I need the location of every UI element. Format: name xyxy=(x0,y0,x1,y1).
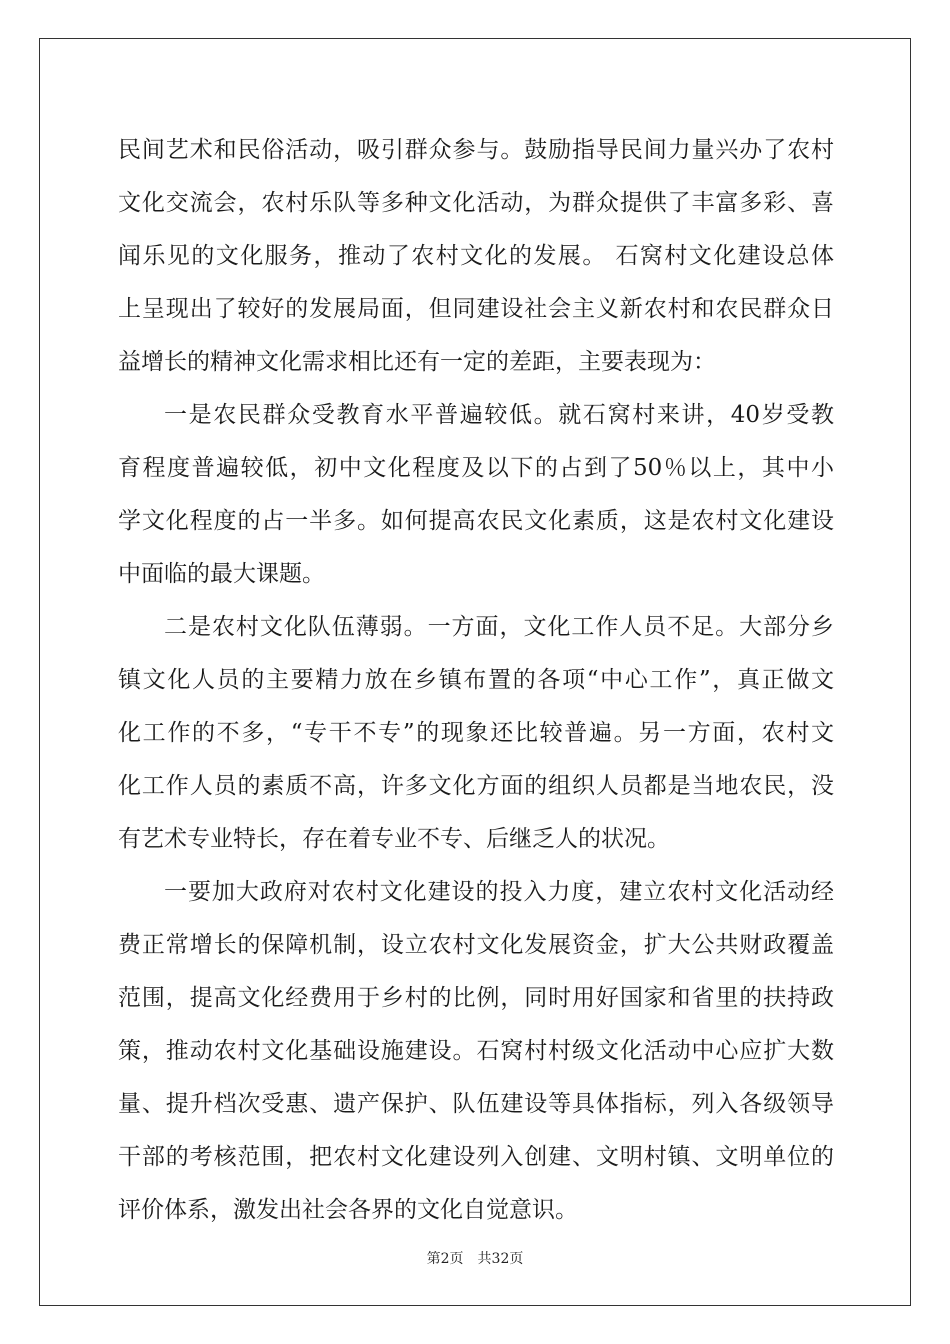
text-line: 镇文化人员的主要精力放在乡镇布置的各项“中心工作”，真正做文 xyxy=(118,667,834,693)
text-line: 费正常增长的保障机制，设立农村文化发展资金，扩大公共财政覆盖 xyxy=(118,932,834,958)
text-line: 策，推动农村文化基础设施建设。石窝村村级文化活动中心应扩大数 xyxy=(118,1038,834,1064)
text-line: 育程度普遍较低，初中文化程度及以下的占到了50％以上，其中小 xyxy=(118,455,834,481)
page-number: 第2页 xyxy=(426,1251,464,1267)
text-line: 学文化程度的占一半多。如何提高农民文化素质，这是农村文化建设 xyxy=(118,508,834,534)
text-line: 评价体系，激发出社会各界的文化自觉意识。 xyxy=(118,1197,578,1223)
document-body xyxy=(118,124,834,1237)
text-line: 一是农民群众受教育水平普遍较低。就石窝村来讲，40岁受教 xyxy=(164,402,834,428)
text-line: 有艺术专业特长，存在着专业不专、后继乏人的状况。 xyxy=(118,826,670,852)
text-line: 闻乐见的文化服务，推动了农村文化的发展。 石窝村文化建设总体 xyxy=(118,243,834,269)
text-line: 化工作人员的素质不高，许多文化方面的组织人员都是当地农民，没 xyxy=(118,773,834,799)
page-footer xyxy=(0,1248,950,1268)
text-line: 一要加大政府对农村文化建设的投入力度，建立农村文化活动经 xyxy=(164,879,834,905)
text-line: 二是农村文化队伍薄弱。一方面，文化工作人员不足。大部分乡 xyxy=(164,614,834,640)
text-line: 范围，提高文化经费用于乡村的比例，同时用好国家和省里的扶持政 xyxy=(118,985,834,1011)
text-line: 上呈现出了较好的发展局面，但同建设社会主义新农村和农民群众日 xyxy=(118,296,834,322)
text-line: 干部的考核范围，把农村文化建设列入创建、文明村镇、文明单位的 xyxy=(118,1144,834,1170)
text-line: 量、提升档次受惠、遗产保护、队伍建设等具体指标，列入各级领导 xyxy=(118,1091,834,1117)
text-line: 文化交流会，农村乐队等多种文化活动，为群众提供了丰富多彩、喜 xyxy=(118,190,834,216)
text-line: 益增长的精神文化需求相比还有一定的差距，主要表现为： xyxy=(118,349,716,375)
text-line: 民间艺术和民俗活动，吸引群众参与。鼓励指导民间力量兴办了农村 xyxy=(118,137,834,163)
text-line: 化工作的不多，“专干不专”的现象还比较普遍。另一方面，农村文 xyxy=(118,720,834,746)
page-total: 共32页 xyxy=(477,1251,524,1267)
text-line: 中面临的最大课题。 xyxy=(118,561,325,587)
